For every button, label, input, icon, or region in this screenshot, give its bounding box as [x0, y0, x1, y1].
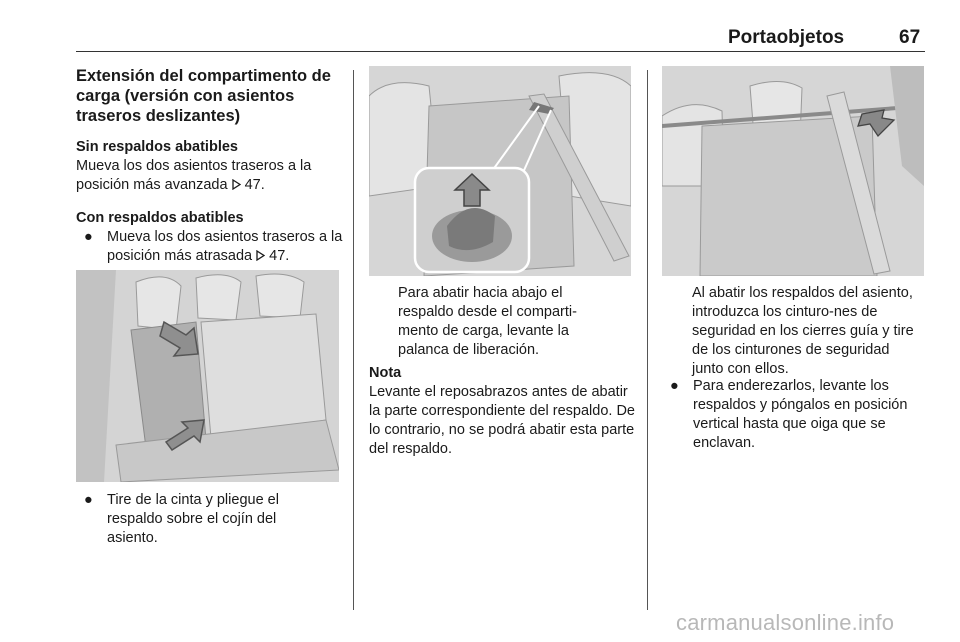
- note-label: Nota: [369, 365, 402, 381]
- illustration-rear-seats: [76, 270, 339, 482]
- lever-drawing: [369, 66, 631, 276]
- column-divider-2: [647, 70, 648, 610]
- paragraph-release-lever: Para abatir hacia abajo el respaldo desde el comparti-mento de carga, levante la palanca de liberación.: [398, 285, 577, 358]
- bullet-item: [670, 377, 926, 457]
- bullet-dot: ●: [84, 229, 93, 245]
- page-reference[interactable]: 47.: [269, 248, 290, 264]
- bullet-text: Mueva los dos asientos traseros a la posición más atrasada: [107, 229, 343, 264]
- page-number: 67: [899, 27, 921, 48]
- illustration-release-lever: [369, 66, 631, 276]
- triangle-ref-icon: [232, 179, 241, 190]
- triangle-ref-icon: [256, 250, 265, 261]
- bullet-text: Para enderezarlos, levante los respaldos y póngalos en posición vertical hasta que oiga que se enclavan.: [693, 378, 908, 451]
- bullet-item: [84, 228, 352, 268]
- subheading-no-folding: Sin respaldos abatibles: [76, 139, 238, 155]
- page-header-title: Portaobjetos: [728, 27, 845, 48]
- illustration-seat-belts: [662, 66, 924, 276]
- paragraph-text: Mueva los dos asientos traseros a la posición más avanzada: [76, 158, 312, 193]
- paragraph-seat-belts: Al abatir los respaldos del asiento, introduzca los cinturo-nes de seguridad en los cierres guía y tire de los cinturones de seguridad junto con ellos.: [692, 285, 914, 377]
- bullet-item: [84, 491, 352, 551]
- watermark: carmanualsonline.info: [676, 610, 895, 635]
- bullet-dot: ●: [84, 492, 93, 508]
- page-reference[interactable]: 47.: [244, 177, 265, 193]
- subheading-with-folding: Con respaldos abatibles: [76, 210, 244, 226]
- belts-drawing: [662, 66, 924, 276]
- bullet-dot: ●: [670, 378, 679, 394]
- header-rule: [76, 51, 925, 52]
- note-text: Levante el reposabrazos antes de abatir la parte correspondiente del respaldo. De lo contrario, no se podrá abatir esta parte del respaldo.: [369, 384, 635, 457]
- seats-drawing: [76, 270, 339, 482]
- bullet-text: Tire de la cinta y pliegue el respaldo sobre el cojín del asiento.: [107, 492, 279, 546]
- column-divider-1: [353, 70, 354, 610]
- section-heading: Extensión del compartimento de carga (versión con asientos traseros deslizantes): [76, 67, 331, 125]
- paragraph-most-forward: [76, 157, 351, 195]
